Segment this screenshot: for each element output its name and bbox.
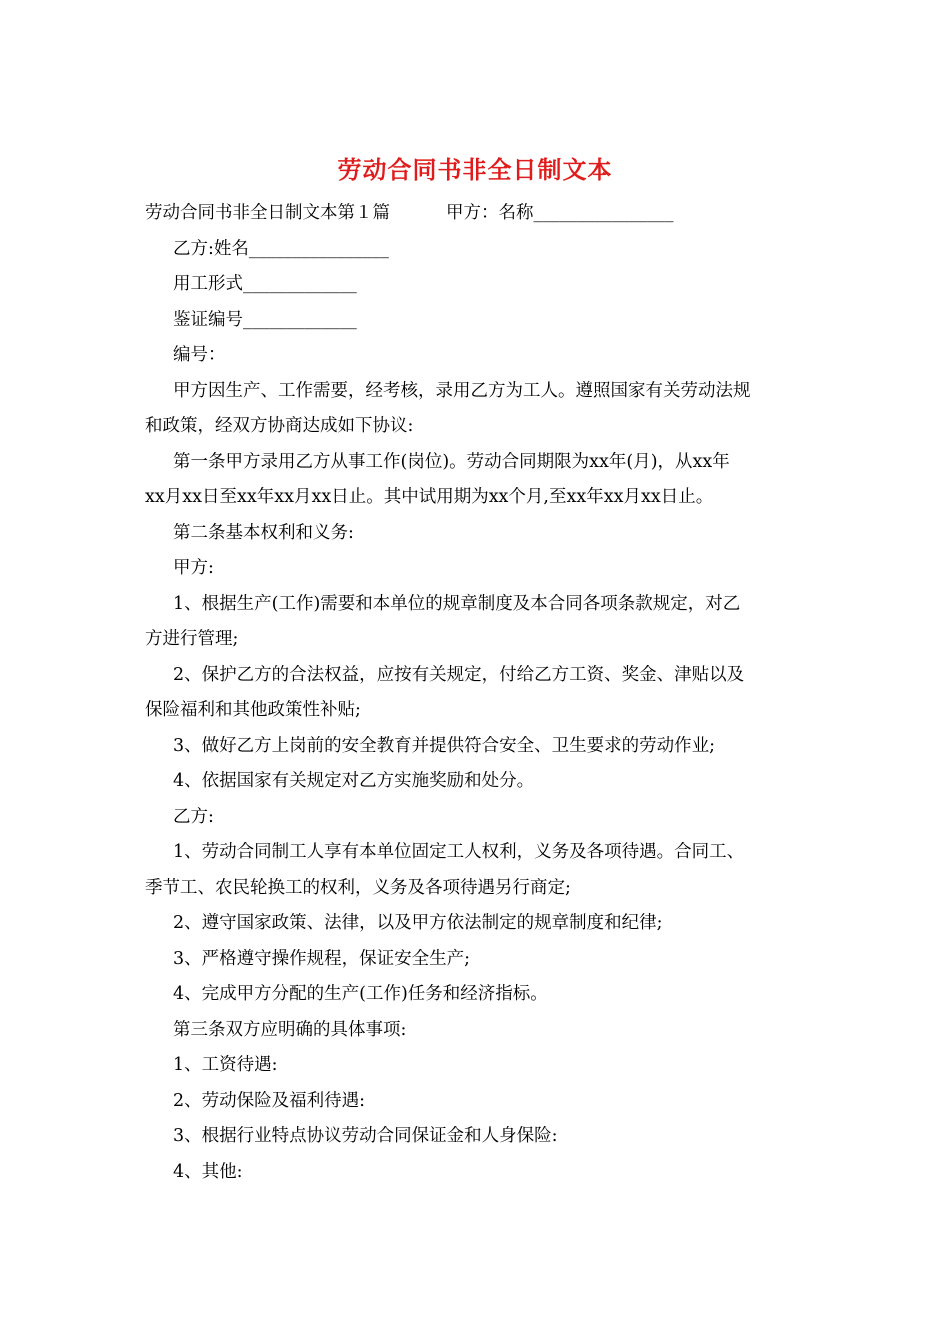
header-line [145, 196, 810, 232]
paragraph-line: 2、劳动保险及福利待遇: [173, 1090, 366, 1111]
paragraph-line: 保险福利和其他政策性补贴; [145, 700, 361, 720]
paragraph-line: 季节工、农民轮换工的权利，义务及各项待遇另行商定; [145, 877, 571, 898]
paragraph-line: 3、严格遵守操作规程，保证安全生产; [173, 948, 471, 969]
paragraph-line: 用工形式_____________ [173, 274, 357, 294]
paragraph-line: 第三条双方应明确的具体事项: [173, 1019, 407, 1040]
paragraph-line: 2、保护乙方的合法权益，应按有关规定，付给乙方工资、奖金、津贴以及 [173, 664, 745, 685]
header-line-left: 劳动合同书非全日制文本第１篇 [145, 203, 390, 223]
paragraph-line: 2、遵守国家政策、法律，以及甲方依法制定的规章制度和纪律; [173, 913, 663, 933]
paragraph-line: 乙方: [173, 806, 214, 827]
document-title: 劳动合同书非全日制文本 [337, 155, 613, 184]
paragraph-line: 和政策，经双方协商达成如下协议: [145, 416, 414, 436]
paragraph-line: 3、做好乙方上岗前的安全教育并提供符合安全、卫生要求的劳动作业; [173, 735, 716, 756]
paragraph-line: 第二条基本权利和义务: [173, 522, 354, 543]
paragraph-line: 编号： [173, 345, 226, 365]
paragraph-line: xx月xx日至xx年xx月xx日止。其中试用期为xx个月,至xx年xx月xx日止。 [145, 487, 714, 507]
paragraph-line: 鉴证编号_____________ [173, 309, 357, 330]
paragraph-line: 3、根据行业特点协议劳动合同保证金和人身保险: [173, 1126, 558, 1146]
paragraph-line: 1、根据生产(工作)需要和本单位的规章制度及本合同各项条款规定，对乙 [173, 593, 741, 614]
paragraph-line: 乙方:姓名________________ [173, 238, 389, 259]
paragraph-line: 1、工资待遇: [173, 1055, 278, 1075]
paragraph-line: 方进行管理; [145, 629, 239, 649]
paragraph-line: 4、其他: [173, 1161, 243, 1182]
paragraph-line: 第一条甲方录用乙方从事工作(岗位)。劳动合同期限为xx年(月)，从xx年 [173, 451, 730, 472]
paragraph-line: 4、依据国家有关规定对乙方实施奖励和处分。 [173, 771, 535, 791]
paragraph-line: 4、完成甲方分配的生产(工作)任务和经济指标。 [173, 984, 548, 1004]
paragraph-line: 甲方: [173, 558, 214, 578]
party-a-name-field: 甲方：名称________________ [446, 203, 674, 223]
paragraph-line: 甲方因生产、工作需要，经考核，录用乙方为工人。遵照国家有关劳动法规 [173, 380, 751, 401]
document-body [145, 196, 810, 1190]
paragraph-line: 1、劳动合同制工人享有本单位固定工人权利，义务及各项待遇。合同工、 [173, 842, 745, 862]
